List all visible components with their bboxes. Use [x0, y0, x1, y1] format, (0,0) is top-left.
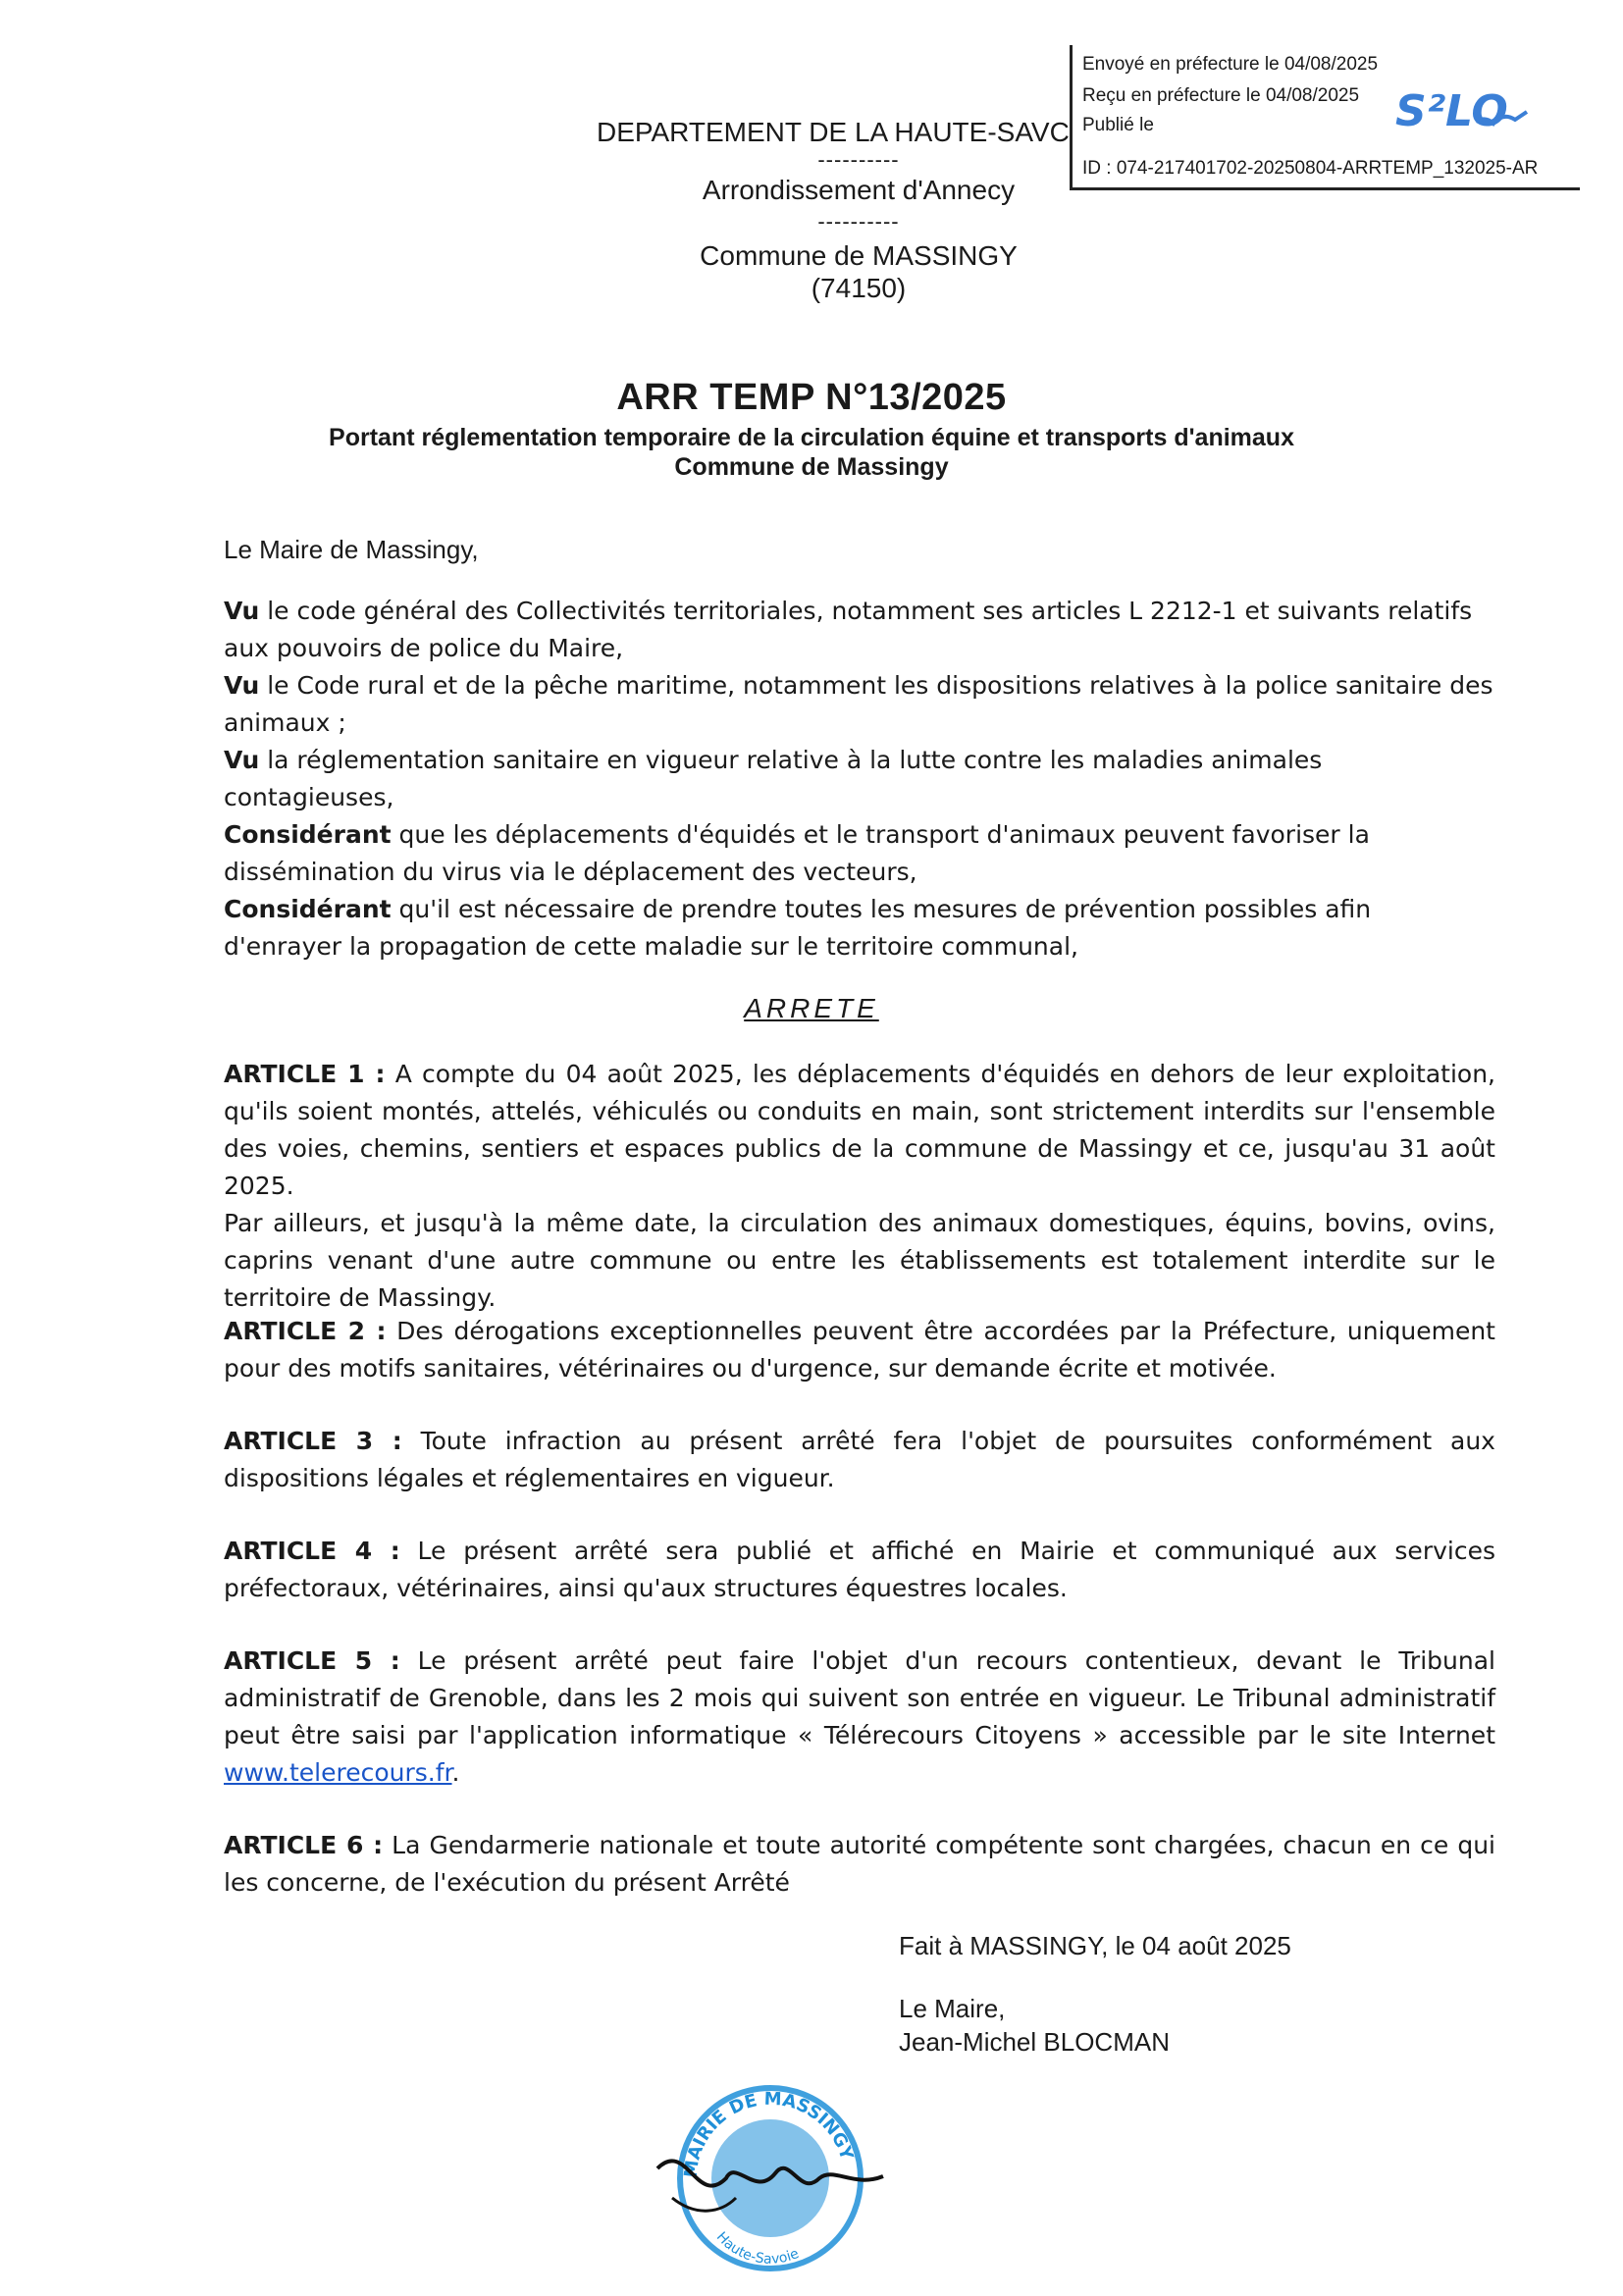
- article-6: ARTICLE 6 : La Gendarmerie nationale et toute autorité compétente sont chargées, chacun en ce qui les concerne, de l'exécution du présent Arrêté: [224, 1831, 1495, 1897]
- article-5: ARTICLE 5 : Le présent arrêté peut faire l'objet d'un recours contentieux, devant le Tribunal administratif de Grenoble, dans les 2 mois qui suivent son entrée en vigueur. Le Tribunal administratif peut être saisi par l'application informatique « Télérecours Citoyens » accessible par le site Internet www.telerecours.fr.: [224, 1646, 1495, 1787]
- signature-block: [899, 1992, 1170, 2059]
- svg-text:Haute-Savoie: Haute-Savoie: [712, 2228, 802, 2268]
- stamp-received: Reçu en préfecture le 04/08/2025: [1082, 85, 1360, 106]
- stamp-id: ID : 074-217401702-20250804-ARRTEMP_132025-AR: [1082, 158, 1539, 179]
- telerecours-link[interactable]: www.telerecours.fr: [224, 1758, 452, 1787]
- seal-text: MAIRIE DE MASSINGY: [680, 2088, 858, 2179]
- maire-intro: Le Maire de Massingy,: [224, 535, 479, 564]
- s2lo-check-icon: [1472, 106, 1531, 133]
- considerant-paragraph: Considérant qu'il est nécessaire de prendre toutes les mesures de prévention possibles afin d'enrayer la propagation de cette maladie sur le territoire communal,: [224, 895, 1372, 961]
- department-title: DEPARTEMENT DE LA HAUTE-SAVC: [597, 117, 1070, 147]
- considerant-paragraph: Considérant que les déplacements d'équidés et le transport d'animaux peuvent favoriser la dissémination du virus via le déplacement des vecteurs,: [224, 820, 1370, 886]
- decree-commune: Commune de Massingy: [674, 453, 949, 481]
- article-2: ARTICLE 2 : Des dérogations exceptionnelles peuvent être accordées par la Préfecture, uniquement pour des motifs sanitaires, vétérinaires ou d'urgence, sur demande écrite et motivée.: [224, 1317, 1495, 1383]
- mairie-seal-icon: [628, 2051, 893, 2286]
- article-1: ARTICLE 1 : A compte du 04 août 2025, les déplacements d'équidés en dehors de leur exploitation, qu'ils soient montés, attelés, véhiculés ou conduits en main, sont strictement interdits sur l'ensemble des voies, chemins, sentiers et espaces publics de la commune de Massingy et ce, jusqu'au 31 août 2025. Par ailleurs, et jusqu'à la même date, la circulation des animaux domestiques, équins, bovins, ovins, caprins venant d'une autre commune ou entre les établissements est totalement interdite sur le territoire de Massingy.: [224, 1060, 1495, 1312]
- article-4: ARTICLE 4 : Le présent arrêté sera publié et affiché en Mairie et communiqué aux services préfectoraux, vétérinaires, ainsi qu'aux structures équestres locales.: [224, 1537, 1495, 1602]
- arrondissement: Arrondissement d'Annecy: [702, 175, 1016, 205]
- s2lo-logo: S²LO: [1395, 86, 1508, 136]
- vu-paragraph: Vu la réglementation sanitaire en vigueur relative à la lutte contre les maladies animales contagieuses,: [224, 746, 1323, 811]
- decree-title: ARR TEMP N°13/2025: [616, 377, 1007, 418]
- stamp-published: Publié le: [1082, 115, 1154, 135]
- vu-paragraph: Vu le Code rural et de la pêche maritime, notamment les dispositions relatives à la police sanitaire des animaux ;: [224, 671, 1493, 737]
- signature-role: Le Maire,: [899, 1994, 1006, 2023]
- arrete-heading: ARRETE: [744, 993, 879, 1023]
- signature-place-date: Fait à MASSINGY, le 04 août 2025: [899, 1931, 1291, 1960]
- stamp-sent: Envoyé en préfecture le 04/08/2025: [1082, 54, 1379, 75]
- vu-paragraph: Vu le code général des Collectivités territoriales, notamment ses articles L 2212-1 et suivants relatifs aux pouvoirs de police du Maire,: [224, 597, 1473, 662]
- decree-subtitle: Portant réglementation temporaire de la circulation équine et transports d'animaux: [329, 424, 1294, 451]
- commune: Commune de MASSINGY: [700, 240, 1018, 271]
- separator: ----------: [817, 147, 900, 172]
- postal-code: (74150): [811, 273, 907, 303]
- article-3: ARTICLE 3 : Toute infraction au présent arrêté fera l'objet de poursuites conformément aux dispositions légales et réglementaires en vigueur.: [224, 1427, 1495, 1492]
- legal-basis: [224, 593, 1495, 965]
- signature-name: Jean-Michel BLOCMAN: [899, 2027, 1170, 2057]
- separator: ----------: [817, 209, 900, 234]
